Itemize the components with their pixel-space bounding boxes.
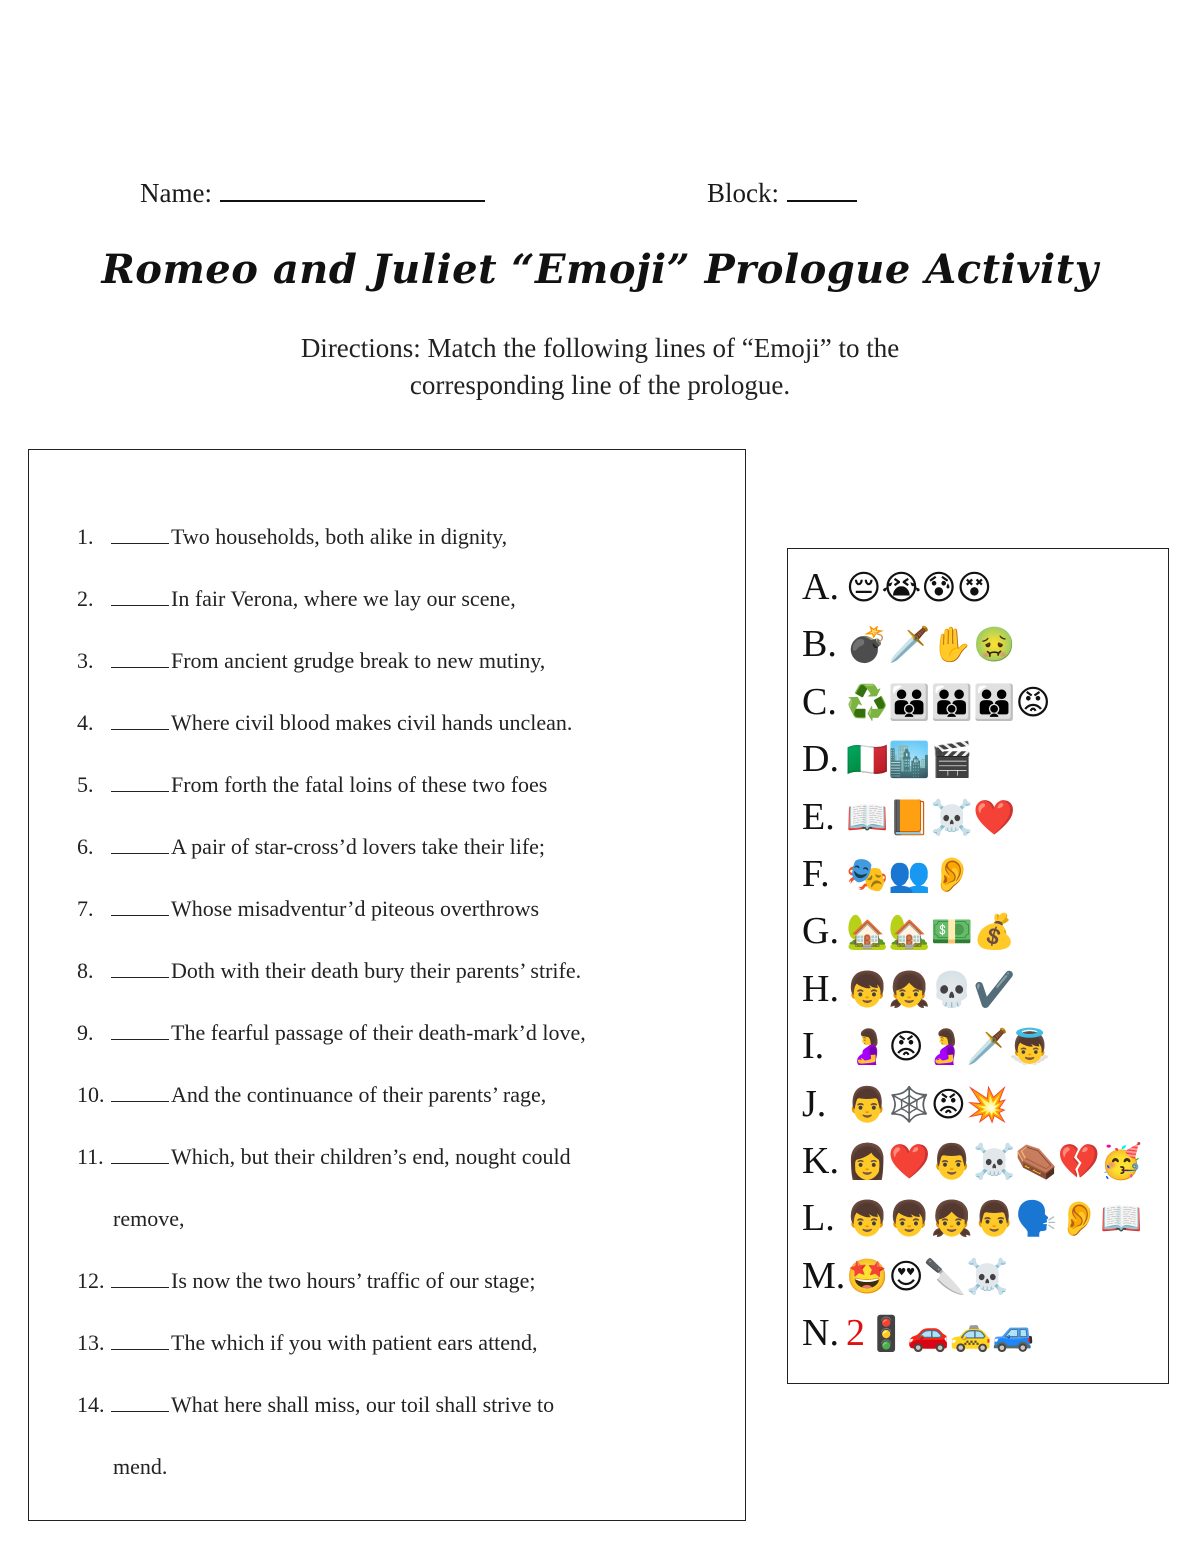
name-blank[interactable]: [220, 182, 485, 202]
answer-blank[interactable]: [111, 1397, 169, 1412]
line-number: 11.: [77, 1144, 104, 1169]
answer-blank[interactable]: [111, 901, 169, 916]
answer-blank[interactable]: [111, 1273, 169, 1288]
emoji-sequence: 🎭👥👂: [846, 855, 974, 895]
directions: [200, 330, 1000, 404]
prologue-line: [77, 754, 717, 816]
emoji-option: [802, 1305, 1162, 1361]
emoji-sequence: 👨🕸️😡💥: [846, 1084, 1009, 1125]
emoji-option: [802, 903, 1162, 959]
option-letter: L.: [802, 1197, 835, 1240]
line-text: Two households, both alike in dignity,: [171, 524, 508, 549]
line-number: 14.: [77, 1392, 105, 1417]
line-text: And the continuance of their parents’ rage,: [171, 1082, 547, 1107]
emoji-sequence: 😔😭😰😵: [846, 568, 993, 608]
answer-blank[interactable]: [111, 1025, 169, 1040]
emoji-option: [802, 1018, 1162, 1074]
answer-blank[interactable]: [111, 839, 169, 854]
prologue-line: [77, 630, 717, 692]
prologue-line: [77, 1064, 717, 1126]
line-number: 5.: [77, 772, 94, 797]
prologue-line: [77, 568, 717, 630]
line-number: 12.: [77, 1268, 105, 1293]
emoji-sequence: 👦👧💀✔️: [846, 969, 1016, 1010]
prologue-line: [77, 1126, 717, 1250]
emoji-sequence: 👩❤️👨☠️⚰️💔🥳: [846, 1142, 1143, 1182]
answer-blank[interactable]: [111, 1335, 169, 1350]
line-number: 2.: [77, 586, 94, 611]
line-number: 7.: [77, 896, 94, 921]
option-letter: N.: [802, 1312, 839, 1355]
emoji-option: [802, 731, 1162, 787]
line-text: From forth the fatal loins of these two foes: [171, 772, 548, 797]
answer-blank[interactable]: [111, 653, 169, 668]
emoji-options-box: [787, 548, 1169, 1384]
prologue-line: [77, 1250, 717, 1312]
name-label: Name:: [140, 178, 212, 208]
prologue-line: [77, 1374, 717, 1498]
line-number: 8.: [77, 958, 94, 983]
line-text: Doth with their death bury their parents’ strife.: [171, 958, 582, 983]
option-letter: J.: [802, 1082, 827, 1125]
prologue-line: [77, 506, 717, 568]
emoji-sequence: 🤩😍🔪☠️: [846, 1256, 1009, 1297]
emoji-option: [802, 1248, 1162, 1304]
option-letter: K.: [802, 1140, 839, 1182]
option-letter: M.: [802, 1254, 846, 1297]
line-text: In fair Verona, where we lay our scene,: [171, 586, 516, 611]
line-number: 13.: [77, 1330, 105, 1355]
prologue-lines-box: [28, 449, 746, 1521]
prologue-line: [77, 878, 717, 940]
name-field[interactable]: [140, 178, 485, 209]
emoji-option: [802, 674, 1162, 730]
prologue-line: [77, 692, 717, 754]
answer-blank[interactable]: [111, 591, 169, 606]
line-text-continued: remove,: [113, 1206, 185, 1231]
emoji-sequence: 🇮🇹🏙️🎬: [846, 740, 974, 781]
answer-blank[interactable]: [111, 1149, 169, 1164]
line-number: 1.: [77, 524, 94, 549]
option-number: 2: [846, 1312, 865, 1355]
option-letter: F.: [802, 853, 830, 895]
emoji-sequence: 🚦🚗🚕🚙: [865, 1314, 1035, 1355]
prologue-line: [77, 816, 717, 878]
emoji-option: [802, 616, 1162, 672]
emoji-option: [802, 1076, 1162, 1132]
answer-blank[interactable]: [111, 1087, 169, 1102]
option-letter: G.: [802, 910, 839, 953]
emoji-option: [802, 961, 1162, 1017]
line-text: The fearful passage of their death-mark’d love,: [171, 1020, 586, 1045]
answer-blank[interactable]: [111, 529, 169, 544]
option-letter: E.: [802, 795, 835, 838]
line-number: 10.: [77, 1082, 105, 1107]
line-text-continued: mend.: [113, 1454, 168, 1479]
option-letter: B.: [802, 623, 837, 666]
line-number: 3.: [77, 648, 94, 673]
option-letter: A.: [802, 566, 839, 608]
header-row: [140, 178, 1060, 222]
directions-line-1: Directions: Match the following lines of “Emoji” to the: [300, 333, 900, 363]
line-number: 9.: [77, 1020, 94, 1045]
line-text: The which if you with patient ears attend,: [171, 1330, 538, 1355]
line-text: Where civil blood makes civil hands unclean.: [171, 710, 573, 735]
page-title: Romeo and Juliet “Emoji” Prologue Activity: [101, 246, 1099, 293]
line-text: From ancient grudge break to new mutiny,: [171, 648, 546, 673]
line-text: A pair of star-cross’d lovers take their life;: [171, 834, 546, 859]
answer-blank[interactable]: [111, 963, 169, 978]
emoji-option: [802, 559, 1162, 615]
emoji-sequence: 👦👦👧👨🗣️👂📖: [846, 1199, 1143, 1240]
emoji-option: [802, 789, 1162, 845]
option-letter: C.: [802, 680, 837, 723]
emoji-sequence: 💣🗡️✋🤢: [846, 625, 1016, 666]
line-text: Is now the two hours’ traffic of our stage;: [171, 1268, 536, 1293]
prologue-line: [77, 940, 717, 1002]
option-letter: I.: [802, 1025, 825, 1068]
emoji-option: [802, 1190, 1162, 1246]
option-letter: H.: [802, 967, 839, 1010]
option-letter: D.: [802, 738, 839, 781]
answer-blank[interactable]: [111, 777, 169, 792]
answer-blank[interactable]: [111, 715, 169, 730]
prologue-line: [77, 1002, 717, 1064]
emoji-sequence: 🤰😡🤰🗡️👼: [846, 1027, 1051, 1068]
line-text: What here shall miss, our toil shall strive to: [171, 1392, 555, 1417]
line-text: Which, but their children’s end, nought could: [171, 1144, 571, 1169]
block-blank[interactable]: [787, 182, 857, 202]
line-number: 4.: [77, 710, 94, 735]
line-number: 6.: [77, 834, 94, 859]
prologue-line: [77, 1312, 717, 1374]
emoji-option: [802, 1133, 1162, 1189]
emoji-sequence: 📖📙☠️❤️: [846, 797, 1016, 838]
block-field[interactable]: [707, 178, 857, 209]
directions-line-2: corresponding line of the prologue.: [409, 370, 791, 400]
emoji-sequence: 🏡🏡💵💰: [846, 912, 1016, 953]
block-label: Block:: [707, 178, 779, 208]
line-text: Whose misadventur’d piteous overthrows: [171, 896, 540, 921]
emoji-sequence: ♻️👪👪👪😡: [846, 682, 1051, 723]
emoji-option: [802, 846, 1162, 902]
